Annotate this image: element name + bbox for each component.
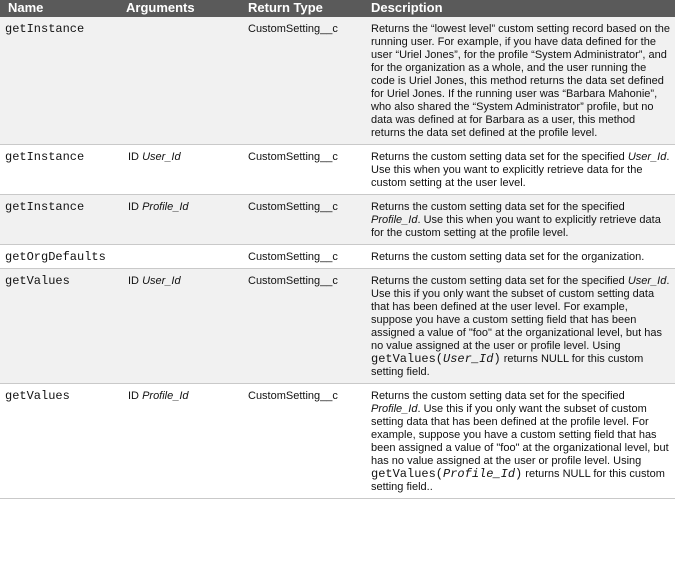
arg-param: Profile_Id <box>142 390 189 402</box>
method-arguments <box>118 17 240 145</box>
arg-param: Profile_Id <box>142 201 189 213</box>
method-arguments <box>118 195 240 245</box>
table-row <box>0 245 675 269</box>
desc-param: Profile_Id <box>371 403 418 415</box>
code-snippet: getValues( <box>371 467 444 481</box>
desc-text: . Use this when you want to explicitly retrieve data for the custom setting at the profile level. <box>371 214 661 239</box>
return-type: CustomSetting__c <box>240 17 363 145</box>
arg-type: ID <box>128 151 143 163</box>
return-type: CustomSetting__c <box>240 145 363 195</box>
return-type: CustomSetting__c <box>240 195 363 245</box>
desc-text: returns NULL for this custom setting field.. <box>371 468 665 493</box>
desc-text: Returns the custom setting data set for the specified <box>371 390 625 402</box>
desc-param: User_Id <box>627 275 667 287</box>
method-arguments <box>118 245 240 269</box>
header-name: Name <box>0 0 118 17</box>
method-description <box>363 384 675 499</box>
desc-text: . Use this when you want to explicitly retrieve data for the custom setting at the user level. <box>371 151 670 189</box>
method-description <box>363 269 675 384</box>
header-arguments: Arguments <box>118 0 240 17</box>
return-type: CustomSetting__c <box>240 269 363 384</box>
method-description: Returns the custom setting data set for the organization. <box>363 245 675 269</box>
method-arguments <box>118 384 240 499</box>
method-name: getValues <box>0 384 118 499</box>
code-param: Profile_Id <box>443 467 516 481</box>
method-name: getOrgDefaults <box>0 245 118 269</box>
desc-text: . Use this if you only want the subset of custom setting data that has been defined at the profile level. For example, suppose you have a custom setting field that has been assigned a value of "foo" at the organizational level, but has no value assigned at the user or profile level. Using <box>371 403 669 467</box>
code-snippet: ) <box>515 467 523 481</box>
method-name: getInstance <box>0 17 118 145</box>
code-snippet: getValues( <box>371 352 444 366</box>
header-row <box>0 0 675 17</box>
table-row <box>0 17 675 145</box>
method-description: Returns the “lowest level” custom setting record based on the running user. For example, if you have data defined for the user “Uriel Jones”, for the profile “System Administrator”, and for the organization as a whole, and the user running the code is Uriel Jones, this method returns the data set defined for Uriel Jones. If the running user was “Barbara Mahonie”, who also shared the “System Administrator” profile, but no data was defined at for Barbara as a user, this method returns the data set defined at the profile level. <box>363 17 675 145</box>
desc-param: User_Id <box>627 151 667 163</box>
table-row <box>0 195 675 245</box>
method-name: getInstance <box>0 195 118 245</box>
arg-type: ID <box>128 201 143 213</box>
method-description <box>363 195 675 245</box>
header-description: Description <box>363 0 675 17</box>
desc-text: Returns the custom setting data set for the specified <box>371 275 628 287</box>
arg-type: ID <box>128 275 143 287</box>
table-row <box>0 384 675 499</box>
header-return-type: Return Type <box>240 0 363 17</box>
table-row <box>0 269 675 384</box>
desc-text: Returns the custom setting data set for the specified <box>371 151 628 163</box>
desc-param: Profile_Id <box>371 214 418 226</box>
table-row <box>0 145 675 195</box>
arg-param: User_Id <box>142 275 181 287</box>
method-arguments <box>118 145 240 195</box>
desc-text: Returns the custom setting data set for the specified <box>371 201 625 213</box>
method-name: getInstance <box>0 145 118 195</box>
desc-text: . Use this if you only want the subset of custom setting data that has been defined at the user level. For example, suppose you have a custom setting field that has been assigned a value of "foo" at the organizational level, but has no value assigned at the user or profile level. Using <box>371 275 670 352</box>
return-type: CustomSetting__c <box>240 245 363 269</box>
arg-type: ID <box>128 390 143 402</box>
code-param: User_Id <box>443 352 494 366</box>
desc-text: returns NULL for this custom setting field. <box>371 353 644 378</box>
return-type: CustomSetting__c <box>240 384 363 499</box>
code-snippet: ) <box>493 352 501 366</box>
method-name: getValues <box>0 269 118 384</box>
method-arguments <box>118 269 240 384</box>
arg-param: User_Id <box>142 151 181 163</box>
method-description <box>363 145 675 195</box>
